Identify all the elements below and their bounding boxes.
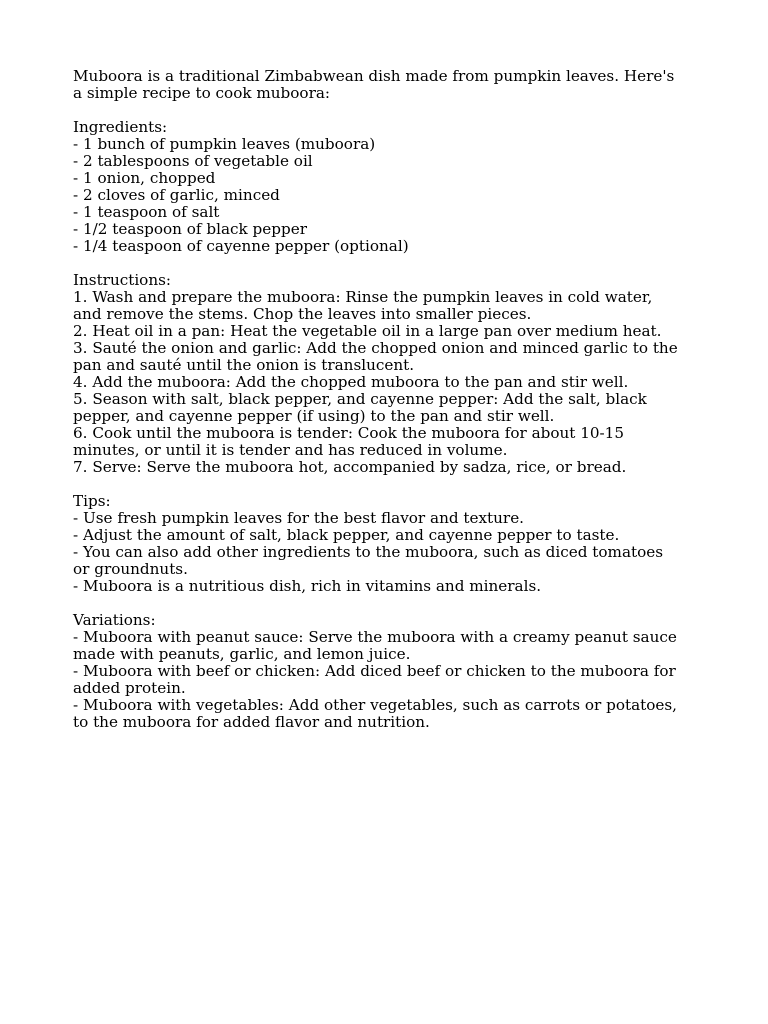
- variation-line: - Muboora with vegetables: Add other vegetables, such as carrots or potatoes,: [73, 696, 677, 714]
- tips-section: [73, 493, 713, 595]
- instruction-line: 5. Season with salt, black pepper, and cayenne pepper: Add the salt, black: [73, 390, 647, 408]
- tip-line: or groundnuts.: [73, 560, 188, 578]
- instructions-heading: Instructions:: [73, 271, 172, 289]
- ingredients-heading: Ingredients:: [73, 118, 168, 136]
- variation-line: added protein.: [73, 679, 186, 697]
- instruction-line: 2. Heat oil in a pan: Heat the vegetable oil in a large pan over medium heat.: [73, 322, 662, 340]
- instruction-line: 6. Cook until the muboora is tender: Cook the muboora for about 10-15: [73, 424, 625, 442]
- ingredient-item: - 2 cloves of garlic, minced: [73, 186, 280, 204]
- intro-paragraph: [73, 68, 713, 102]
- ingredient-item: - 1/2 teaspoon of black pepper: [73, 220, 307, 238]
- ingredient-item: - 1 bunch of pumpkin leaves (muboora): [73, 135, 376, 153]
- instruction-line: 4. Add the muboora: Add the chopped muboora to the pan and stir well.: [73, 373, 629, 391]
- instructions-section: [73, 272, 713, 476]
- instruction-line: 7. Serve: Serve the muboora hot, accompanied by sadza, rice, or bread.: [73, 458, 627, 476]
- variation-line: to the muboora for added flavor and nutrition.: [73, 713, 430, 731]
- ingredient-item: - 2 tablespoons of vegetable oil: [73, 152, 313, 170]
- variation-line: - Muboora with beef or chicken: Add diced beef or chicken to the muboora for: [73, 662, 676, 680]
- variations-section: [73, 612, 713, 731]
- instruction-line: pan and sauté until the onion is translucent.: [73, 356, 415, 374]
- ingredient-item: - 1/4 teaspoon of cayenne pepper (optional): [73, 237, 409, 255]
- instruction-line: 1. Wash and prepare the muboora: Rinse the pumpkin leaves in cold water,: [73, 288, 653, 306]
- tips-heading: Tips:: [73, 492, 111, 510]
- instruction-line: 3. Sauté the onion and garlic: Add the chopped onion and minced garlic to the: [73, 339, 678, 357]
- tip-line: - Muboora is a nutritious dish, rich in vitamins and minerals.: [73, 577, 542, 595]
- tip-line: - Use fresh pumpkin leaves for the best flavor and texture.: [73, 509, 525, 527]
- ingredient-item: - 1 teaspoon of salt: [73, 203, 220, 221]
- variation-line: made with peanuts, garlic, and lemon juice.: [73, 645, 411, 663]
- intro-line: a simple recipe to cook muboora:: [73, 84, 331, 102]
- tip-line: - You can also add other ingredients to the muboora, such as diced tomatoes: [73, 543, 664, 561]
- instruction-line: minutes, or until it is tender and has reduced in volume.: [73, 441, 508, 459]
- instruction-line: pepper, and cayenne pepper (if using) to the pan and stir well.: [73, 407, 555, 425]
- intro-line: Muboora is a traditional Zimbabwean dish made from pumpkin leaves. Here's: [73, 67, 675, 85]
- recipe-document: [73, 68, 713, 731]
- variation-line: - Muboora with peanut sauce: Serve the muboora with a creamy peanut sauce: [73, 628, 677, 646]
- instruction-line: and remove the stems. Chop the leaves into smaller pieces.: [73, 305, 532, 323]
- ingredient-item: - 1 onion, chopped: [73, 169, 216, 187]
- variations-heading: Variations:: [73, 611, 156, 629]
- ingredients-section: [73, 119, 713, 255]
- tip-line: - Adjust the amount of salt, black pepper, and cayenne pepper to taste.: [73, 526, 620, 544]
